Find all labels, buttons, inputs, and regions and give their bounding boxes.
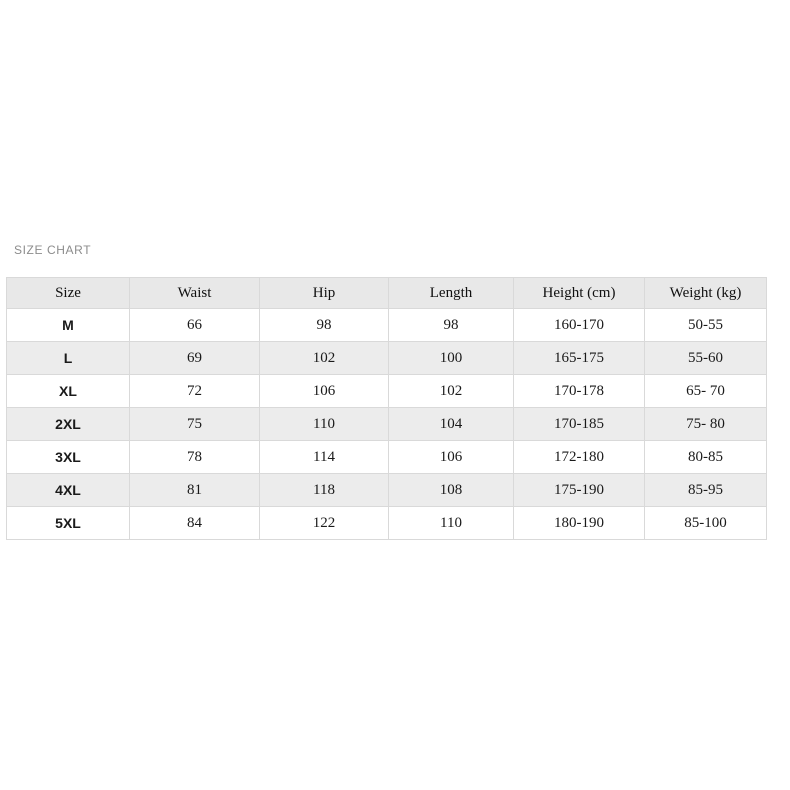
cell-size: M: [7, 309, 130, 342]
table-row: [7, 408, 767, 441]
cell-length: 104: [389, 408, 514, 441]
cell-length: 108: [389, 474, 514, 507]
cell-size: 2XL: [7, 408, 130, 441]
cell-height: 180-190: [514, 507, 645, 540]
cell-waist: 81: [130, 474, 260, 507]
cell-length: 98: [389, 309, 514, 342]
table-row: [7, 474, 767, 507]
cell-weight: 75- 80: [645, 408, 767, 441]
cell-height: 160-170: [514, 309, 645, 342]
cell-waist: 66: [130, 309, 260, 342]
cell-hip: 98: [260, 309, 389, 342]
table-header: [7, 278, 767, 309]
column-header-waist: Waist: [130, 278, 260, 309]
cell-size: L: [7, 342, 130, 375]
cell-weight: 85-95: [645, 474, 767, 507]
column-header-hip: Hip: [260, 278, 389, 309]
column-header-height: Height (cm): [514, 278, 645, 309]
column-header-weight: Weight (kg): [645, 278, 767, 309]
cell-length: 102: [389, 375, 514, 408]
cell-waist: 72: [130, 375, 260, 408]
table-header-row: [7, 278, 767, 309]
cell-waist: 69: [130, 342, 260, 375]
table-row: [7, 309, 767, 342]
table-row: [7, 375, 767, 408]
cell-length: 100: [389, 342, 514, 375]
cell-size: XL: [7, 375, 130, 408]
cell-height: 165-175: [514, 342, 645, 375]
column-header-size: Size: [7, 278, 130, 309]
cell-length: 106: [389, 441, 514, 474]
cell-waist: 75: [130, 408, 260, 441]
cell-hip: 102: [260, 342, 389, 375]
column-header-length: Length: [389, 278, 514, 309]
cell-hip: 118: [260, 474, 389, 507]
cell-weight: 80-85: [645, 441, 767, 474]
cell-height: 170-178: [514, 375, 645, 408]
table-row: [7, 507, 767, 540]
cell-hip: 114: [260, 441, 389, 474]
cell-weight: 65- 70: [645, 375, 767, 408]
size-chart-table-container: [6, 277, 766, 540]
cell-weight: 85-100: [645, 507, 767, 540]
table-body: [7, 309, 767, 540]
cell-weight: 55-60: [645, 342, 767, 375]
table-row: [7, 342, 767, 375]
cell-weight: 50-55: [645, 309, 767, 342]
cell-size: 3XL: [7, 441, 130, 474]
table-row: [7, 441, 767, 474]
cell-waist: 78: [130, 441, 260, 474]
cell-hip: 122: [260, 507, 389, 540]
cell-height: 175-190: [514, 474, 645, 507]
cell-height: 172-180: [514, 441, 645, 474]
page-title: SIZE CHART: [14, 243, 92, 257]
cell-height: 170-185: [514, 408, 645, 441]
cell-hip: 106: [260, 375, 389, 408]
cell-waist: 84: [130, 507, 260, 540]
cell-size: 4XL: [7, 474, 130, 507]
cell-size: 5XL: [7, 507, 130, 540]
cell-length: 110: [389, 507, 514, 540]
size-chart-table: [6, 277, 767, 540]
cell-hip: 110: [260, 408, 389, 441]
